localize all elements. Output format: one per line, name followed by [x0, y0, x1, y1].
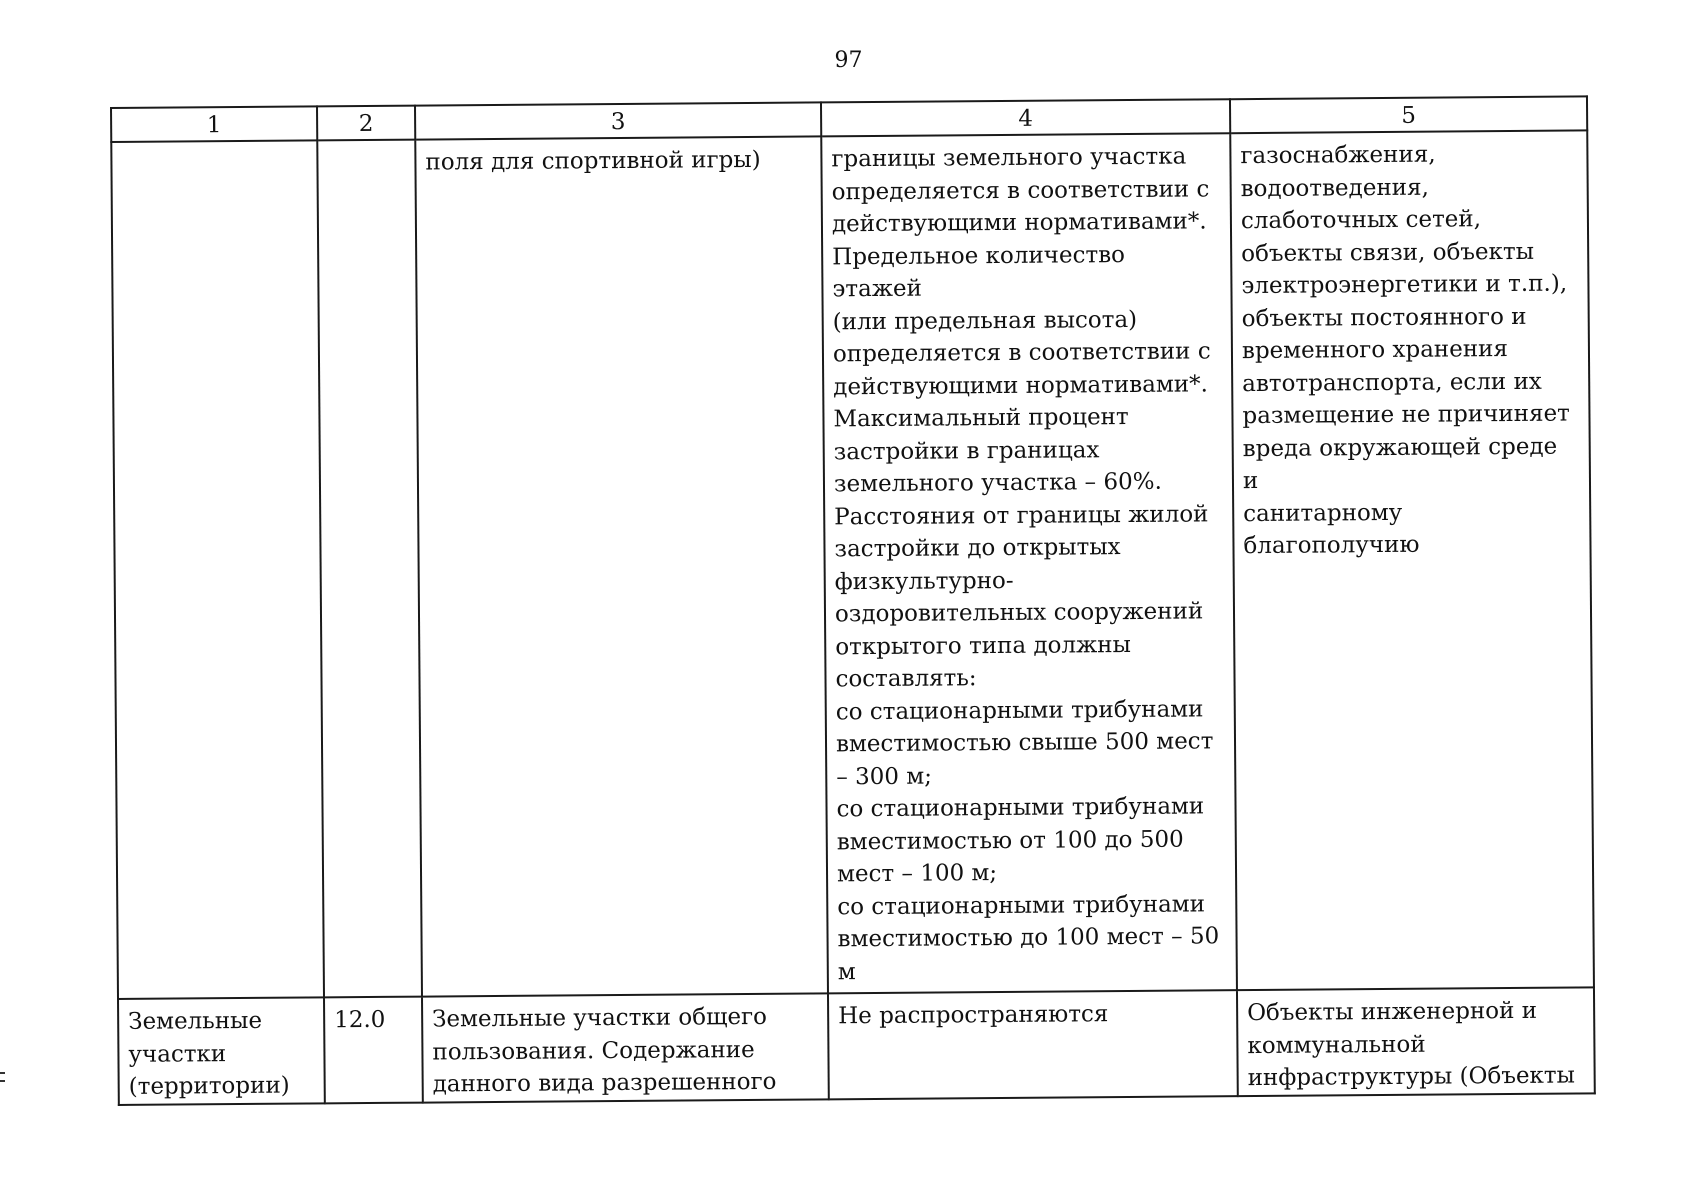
cell-description	[415, 136, 828, 996]
column-header-1: 1	[111, 106, 317, 142]
cell-parameters	[828, 990, 1238, 1099]
cell-text: 12.0	[334, 1006, 386, 1034]
cell-text: газоснабжения, водоотведения, слаботочных сетей, объекты связи, объекты электроэнергетики и т.п.), объекты постоянного и временного хранения автотранспорта, если их размещение не причиняет вреда окружающей среде и санитарному благополучию	[1240, 141, 1570, 560]
column-header-2: 2	[317, 106, 415, 141]
cell-land-type	[111, 140, 324, 999]
cell-text: Земельные участки (территории)	[128, 1007, 290, 1100]
column-header-4: 4	[821, 99, 1230, 136]
cell-code	[324, 997, 423, 1103]
table-row	[111, 130, 1594, 999]
page-number: 97	[834, 48, 863, 73]
table-row	[118, 987, 1595, 1104]
cell-code	[317, 140, 422, 998]
scan-artifact	[0, 1080, 5, 1082]
column-header-3: 3	[415, 102, 821, 139]
cell-permitted-objects	[1230, 130, 1594, 990]
cell-text: Земельные участки общего пользования. Содержание данного вида разрешенного	[432, 1003, 777, 1098]
cell-text: границы земельного участка определяется в соответствии с действующими нормативами*. Предельное количество этажей (или предельная высота) определяется в соответствии с действующими нормативами*. Максимальный процент застройки в границах земельного участка – 60%. Расстояния от границы жилой застройки до открытых физкультурно- оздоровительных сооружений открытого типа должны составлять: со стационарными трибунами вместимостью свыше 500 мест – 300 м; со стационарными трибунами вместимостью от 100 до 500 мест – 100 м; со стационарными трибунами вместимостью до 100 мест – 50 м	[831, 143, 1220, 985]
cell-text: Не распространяются	[838, 1001, 1109, 1030]
cell-description	[422, 993, 829, 1102]
cell-permitted-objects	[1237, 987, 1595, 1095]
land-use-table	[110, 95, 1596, 1105]
cell-text	[121, 147, 307, 148]
cell-text: Объекты инженерной и коммунальной инфраструктуры (Объекты	[1247, 997, 1576, 1092]
cell-land-type	[118, 997, 325, 1104]
cell-parameters	[821, 133, 1237, 993]
cell-text	[327, 147, 405, 148]
scan-artifact	[0, 1072, 5, 1074]
column-header-5: 5	[1230, 96, 1587, 133]
cell-text: поля для спортивной игры)	[425, 146, 761, 176]
